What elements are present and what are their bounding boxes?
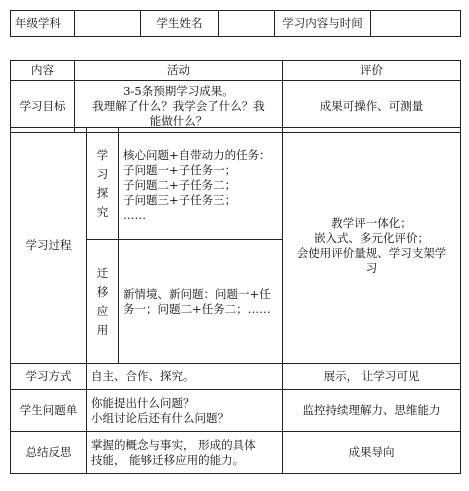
apply-line: 务一；问题二+任务二；…… bbox=[123, 301, 271, 316]
explore-line: 子问题一+子任务一； bbox=[123, 163, 237, 177]
goal-label: 学习目标 bbox=[11, 81, 75, 133]
question-line: 小组讨论后还有什么问题？ bbox=[91, 410, 229, 425]
explore-line: 子问题三+子任务三； bbox=[123, 193, 237, 207]
goal-activity-line: 3-5条预期学习成果。 bbox=[123, 84, 234, 98]
goal-activity-line: 能做什么？ bbox=[149, 114, 208, 128]
goal-activity-line: 我理解了什么？我学会了什么？我 bbox=[92, 99, 265, 113]
explore-line: 子问题二+子任务二； bbox=[123, 178, 237, 192]
content-time-label: 学习内容与时间 bbox=[275, 11, 371, 37]
reflection-activity bbox=[87, 432, 283, 474]
header-info-table bbox=[10, 10, 461, 37]
content-time-value[interactable] bbox=[371, 11, 461, 37]
goal-table bbox=[10, 60, 461, 133]
question-label: 学生问题单 bbox=[11, 390, 87, 432]
student-name-value[interactable] bbox=[219, 11, 275, 37]
process-evaluation-line: 教学评一体化； bbox=[331, 215, 412, 230]
process-evaluation bbox=[283, 128, 461, 364]
activity-header: 活动 bbox=[75, 61, 283, 81]
goal-evaluation: 成果可操作、可测量 bbox=[283, 81, 461, 133]
reflection-label: 总结反思 bbox=[11, 432, 87, 474]
grade-subject-value[interactable] bbox=[75, 11, 141, 37]
grade-subject-label: 年级学科 bbox=[11, 11, 75, 37]
content-header: 内容 bbox=[11, 61, 75, 81]
method-activity: 自主、合作、探究。 bbox=[87, 364, 283, 390]
reflection-line: 掌握的概念与事实， 形成的具体 bbox=[91, 437, 256, 452]
reflection-evaluation: 成果导向 bbox=[283, 432, 461, 474]
process-label: 学习过程 bbox=[11, 128, 87, 364]
method-label: 学习方式 bbox=[11, 364, 87, 390]
question-evaluation: 监控持续理解力、思维能力 bbox=[283, 390, 461, 432]
question-line: 你能提出什么问题？ bbox=[91, 395, 195, 410]
explore-content bbox=[119, 128, 283, 240]
explore-line: …… bbox=[123, 208, 146, 222]
apply-line: 新情境、新问题：问题一+任 bbox=[123, 286, 271, 301]
reflection-line: 技能， 能够迁移应用的能力。 bbox=[91, 452, 245, 467]
method-evaluation: 展示， 让学习可见 bbox=[283, 364, 461, 390]
question-activity bbox=[87, 390, 283, 432]
apply-content bbox=[119, 240, 283, 364]
goal-activity bbox=[75, 81, 283, 133]
explore-line: 核心问题+自带动力的任务： bbox=[123, 148, 271, 162]
evaluation-header: 评价 bbox=[283, 61, 461, 81]
student-name-label: 学生姓名 bbox=[141, 11, 219, 37]
apply-label: 迁 移 应 用 bbox=[87, 240, 119, 364]
process-evaluation-line: 习 bbox=[365, 260, 378, 275]
explore-label: 学 习 探 究 bbox=[87, 128, 119, 240]
process-evaluation-line: 嵌入式、多元化评价； bbox=[314, 230, 429, 245]
process-evaluation-line: 会使用评价量规、学习支架学 bbox=[296, 245, 447, 260]
process-table bbox=[10, 127, 461, 474]
